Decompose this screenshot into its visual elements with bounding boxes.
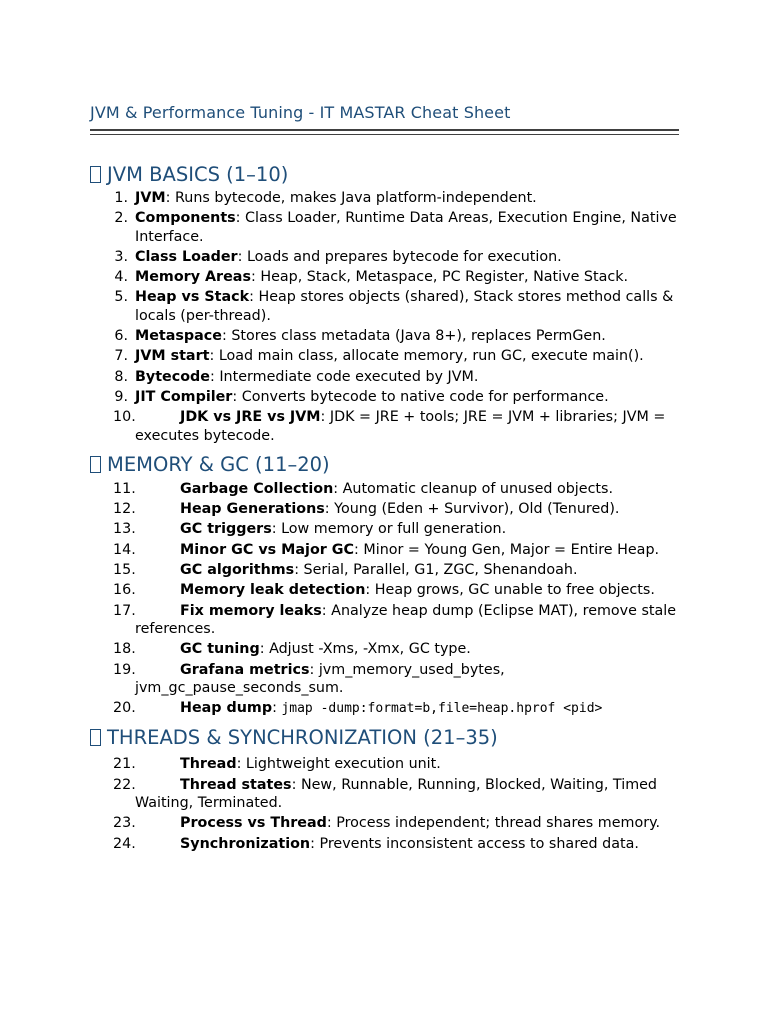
item-number: 21. [113, 756, 136, 773]
item-number: 3. [114, 248, 128, 265]
item-text: : Prevents inconsistent access to shared data. [310, 835, 639, 852]
item-number: 4. [114, 269, 128, 286]
item-number: 13. [113, 521, 136, 538]
list-item [90, 408, 680, 445]
item-text: : Minor = Young Gen, Major = Entire Heap. [354, 541, 660, 558]
list-item [90, 602, 680, 639]
item-term: GC algorithms [180, 562, 295, 579]
item-number: 10. [113, 409, 136, 426]
item-text: : Adjust -Xms, -Xmx, GC type. [259, 641, 471, 658]
item-number: 20. [113, 700, 136, 717]
list-item [90, 209, 680, 246]
item-text: : Class Loader, Runtime Data Areas, Execution Engine, Native Interface. [135, 210, 677, 245]
item-text: : Low memory or full generation. [271, 521, 507, 538]
list-item [90, 581, 680, 599]
item-term: Thread states [180, 776, 292, 793]
list-threads [90, 755, 680, 852]
item-term: Bytecode [135, 368, 210, 385]
list-item [90, 541, 680, 559]
item-text: : Lightweight execution unit. [236, 756, 441, 773]
list-item [90, 268, 680, 286]
item-text: : Heap grows, GC unable to free objects. [365, 582, 655, 599]
item-term: GC triggers [180, 521, 272, 538]
list-item [90, 388, 680, 406]
item-number: 2. [114, 210, 128, 227]
item-text: : Automatic cleanup of unused objects. [333, 480, 614, 497]
item-text: : JDK = JRE + tools; JRE = JVM + libraries; JVM = executes bytecode. [135, 409, 666, 444]
missing-glyph-icon [90, 729, 101, 746]
missing-glyph-icon [90, 456, 101, 473]
list-memory-gc [90, 480, 680, 719]
item-number: 14. [113, 541, 136, 558]
item-text: : Load main class, allocate memory, run GC, execute main(). [209, 348, 644, 365]
item-number: 12. [113, 501, 136, 518]
item-term: JIT Compiler [135, 388, 233, 405]
list-item [90, 327, 680, 345]
section-heading-jvm-basics [90, 162, 680, 188]
item-number: 16. [113, 582, 136, 599]
item-number: 17. [113, 602, 136, 619]
list-item [90, 189, 680, 207]
item-number: 18. [113, 641, 136, 658]
item-term: Class Loader [135, 248, 238, 265]
list-item [90, 814, 680, 832]
item-number: 7. [114, 348, 128, 365]
title-underline [90, 129, 679, 135]
item-text: : jvm_memory_used_bytes, jvm_gc_pause_seconds_sum. [135, 661, 505, 696]
list-item [90, 755, 680, 773]
item-text: : Serial, Parallel, G1, ZGC, Shenandoah. [294, 562, 578, 579]
list-item [90, 776, 680, 813]
item-term: Heap Generations [180, 501, 325, 518]
item-term: Heap dump [180, 700, 273, 717]
item-term: Memory Areas [135, 269, 251, 286]
section-heading-text: THREADS & SYNCHRONIZATION (21–35) [107, 726, 498, 750]
item-text: : Stores class metadata (Java 8+), replaces PermGen. [221, 328, 606, 345]
item-term: Minor GC vs Major GC [180, 541, 355, 558]
item-number: 5. [114, 289, 128, 306]
item-number: 24. [113, 835, 136, 852]
item-term: Thread [180, 756, 237, 773]
list-item [90, 500, 680, 518]
item-code: jmap -dump:format=b,file=heap.hprof <pid> [281, 701, 603, 717]
item-text: : New, Runnable, Running, Blocked, Waiting, Timed Waiting, Terminated. [135, 776, 657, 812]
list-item [90, 248, 680, 266]
section-heading-memory-gc [90, 452, 680, 478]
item-number: 23. [113, 815, 136, 832]
item-text: : [272, 700, 282, 717]
section-heading-threads [90, 725, 680, 751]
list-item [90, 661, 680, 698]
item-number: 22. [113, 776, 136, 793]
item-text: : Loads and prepares bytecode for execution. [237, 248, 562, 265]
list-item [90, 835, 680, 853]
item-number: 19. [113, 661, 136, 678]
item-text: : Intermediate code executed by JVM. [209, 368, 479, 385]
item-term: Components [135, 210, 236, 227]
list-item [90, 699, 680, 718]
section-heading-text: MEMORY & GC (11–20) [107, 452, 330, 476]
item-text: : Heap stores objects (shared), Stack stores method calls & locals (per-thread). [135, 289, 674, 324]
item-text: : Young (Eden + Survivor), Old (Tenured). [324, 501, 620, 518]
list-item [90, 480, 680, 498]
list-item [90, 640, 680, 658]
list-item [90, 561, 680, 579]
section-heading-text: JVM BASICS (1–10) [107, 163, 289, 186]
item-text: : Converts bytecode to native code for performance. [232, 388, 609, 405]
item-number: 1. [114, 190, 128, 206]
item-number: 6. [114, 328, 128, 345]
list-item [90, 520, 680, 538]
item-term: GC tuning [180, 641, 260, 658]
item-term: Memory leak detection [180, 582, 366, 599]
list-item [90, 347, 680, 365]
item-term: JDK vs JRE vs JVM [180, 409, 321, 426]
document-title: JVM & Performance Tuning - IT MASTAR Cheat Sheet [90, 103, 511, 122]
list-item [90, 288, 680, 325]
item-term: Heap vs Stack [135, 289, 250, 306]
item-number: 11. [113, 480, 136, 497]
item-term: Garbage Collection [180, 480, 334, 497]
item-term: Fix memory leaks [180, 602, 322, 619]
item-text: : Heap, Stack, Metaspace, PC Register, Native Stack. [250, 269, 629, 286]
item-number: 9. [114, 388, 128, 405]
document-page [90, 102, 680, 855]
item-text: : Process independent; thread shares memory. [326, 815, 661, 832]
missing-glyph-icon [90, 166, 101, 183]
item-number: 8. [114, 368, 128, 385]
item-term: JVM start [135, 348, 210, 365]
item-term: Process vs Thread [180, 815, 327, 832]
list-jvm-basics [90, 189, 680, 445]
item-number: 15. [113, 562, 136, 579]
item-term: Grafana metrics [180, 661, 310, 678]
item-term: Metaspace [135, 328, 222, 345]
item-term: Synchronization [180, 835, 311, 852]
list-item [90, 368, 680, 386]
item-text: : Analyze heap dump (Eclipse MAT), remove stale references. [135, 602, 677, 637]
item-text: : Runs bytecode, makes Java platform-independent. [165, 190, 537, 206]
item-term: JVM [135, 190, 166, 206]
